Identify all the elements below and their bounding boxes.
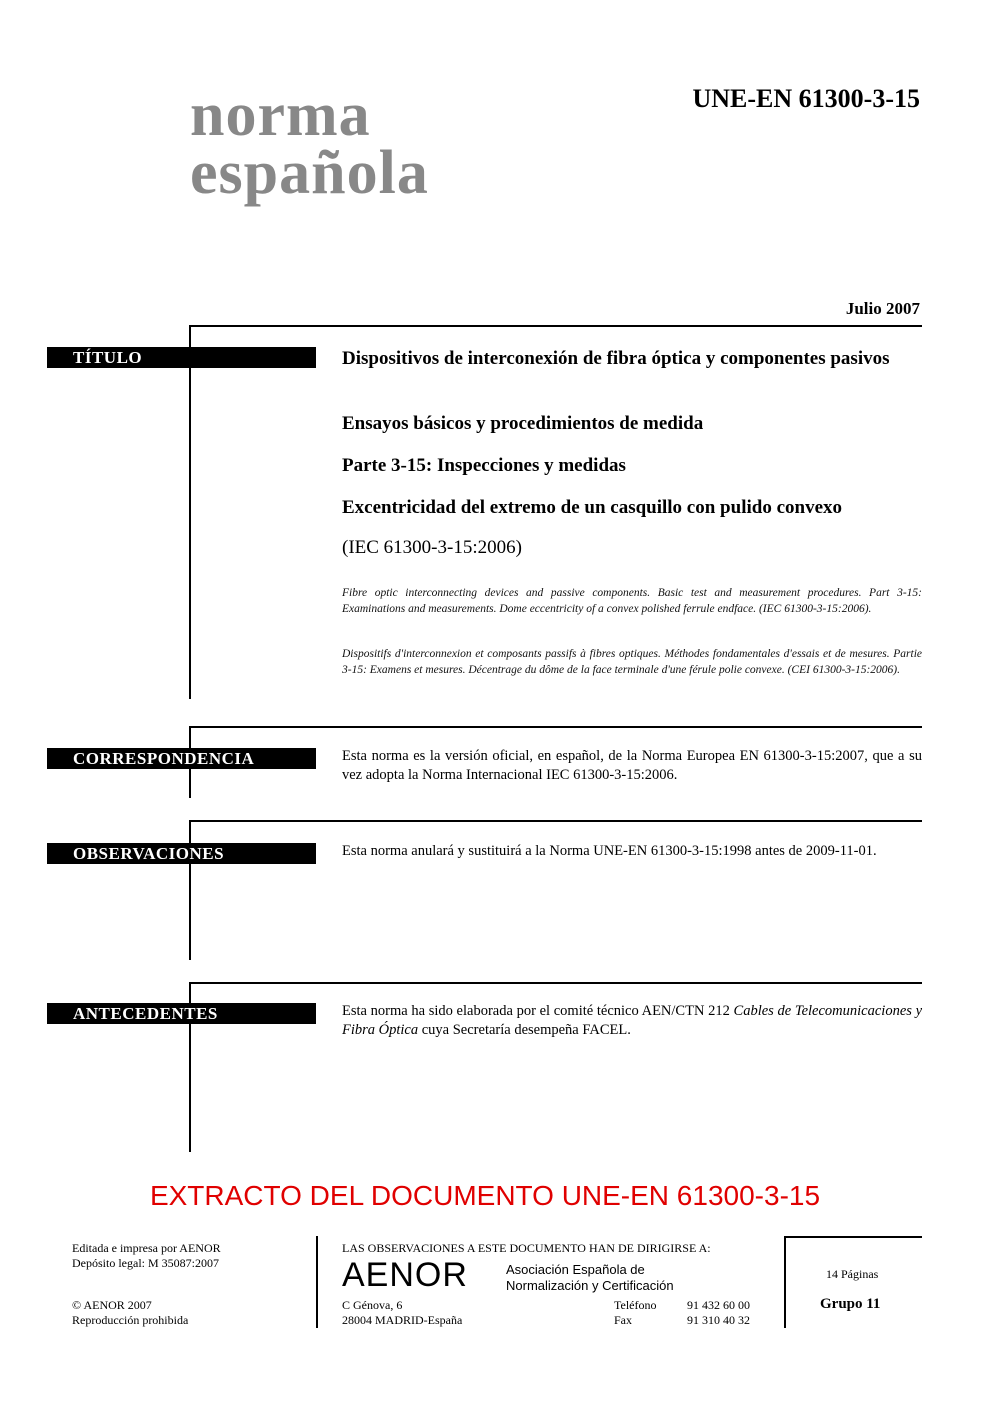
antecedentes-text [342,1002,922,1040]
aenor-logo: AENOR [342,1256,468,1294]
title-subtitle: Ensayos básicos y procedimientos de medida [342,413,704,434]
footer-edited: Editada e impresa por AENOR [72,1241,221,1255]
price-group: Grupo 11 [820,1296,881,1312]
section-rule-titulo [189,325,191,699]
antecedentes-text-start: Esta norma ha sido elaborada por el comité técnico AEN/CTN 212 [342,1003,734,1019]
section-label-observaciones: OBSERVACIONES [47,843,316,864]
section-label-titulo: TÍTULO [47,347,316,368]
footer-box-top [784,1236,922,1238]
footer-deposit: Depósito legal: M 35087:2007 [72,1256,219,1270]
footer-fax: 91 310 40 32 [687,1313,750,1327]
footer-address-line1: C Génova, 6 [342,1298,403,1312]
section-divider-titulo [189,325,922,327]
english-title: Fibre optic interconnecting devices and passive components. Basic test and measurement procedures. Part 3-15: Examinations and measurements. Dome eccentricity of a convex polished ferrule endface. (IEC 61300-3-15:2006). [342,587,922,615]
antecedentes-committee-name: Cables de Telecomunicaciones y Fibra Óptica [342,1003,923,1038]
observaciones-text: Esta norma anulará y sustituirá a la Norma UNE-EN 61300-3-15:1998 antes de 2009-11-01. [342,843,877,859]
french-title: Dispositifs d'interconnexion et composants passifs à fibres optiques. Méthodes fondamentales d'essais et de mesures. Partie 3-15: Examens et mesures. Décentrage du dôme de la face terminale d'une férule polie convexe. (CEI 61300-3-15:2006). [342,648,922,676]
footer-divider-left [316,1236,318,1328]
aenor-full-name [506,1262,674,1294]
brand-title-line1: norma [190,81,371,149]
footer-fax-label: Fax [614,1313,632,1327]
aenor-full-line1: Asociación Española de [506,1262,645,1277]
page-count: 14 Páginas [826,1267,879,1281]
aenor-full-line2: Normalización y Certificación [506,1278,674,1293]
publication-date: Julio 2007 [845,299,920,318]
footer-phone: 91 432 60 00 [687,1298,750,1312]
title-topic: Excentricidad del extremo de un casquillo con pulido convexo [342,497,843,518]
footer-reproduction: Reproducción prohibida [72,1313,189,1327]
section-rule-observaciones [189,820,191,960]
brand-title-line2: española [190,139,429,207]
title-part: Parte 3-15: Inspecciones y medidas [342,455,626,476]
footer-address-line2: 28004 MADRID-España [342,1313,463,1327]
section-label-antecedentes: ANTECEDENTES [47,1003,316,1024]
antecedentes-text-end: cuya Secretaría desempeña FACEL. [418,1022,631,1038]
section-divider-correspondencia [189,726,922,728]
section-label-correspondencia: CORRESPONDENCIA [47,748,316,769]
section-divider-observaciones [189,820,922,822]
section-divider-antecedentes [189,982,922,984]
title-main: Dispositivos de interconexión de fibra óptica y componentes pasivos [342,348,890,369]
footer-box-left [784,1236,786,1328]
footer-copyright: © AENOR 2007 [72,1298,152,1312]
standard-code: UNE-EN 61300-3-15 [692,84,920,113]
footer-phone-label: Teléfono [614,1298,657,1312]
extract-notice: EXTRACTO DEL DOCUMENTO UNE-EN 61300-3-15 [149,1180,821,1211]
footer-observations-header: LAS OBSERVACIONES A ESTE DOCUMENTO HAN DE DIRIGIRSE A: [342,1241,711,1255]
correspondencia-text: Esta norma es la versión oficial, en español, de la Norma Europea EN 61300-3-15:2007, que a su vez adopta la Norma Internacional IEC 61300-3-15:2006. [342,748,922,783]
iec-reference: (IEC 61300-3-15:2006) [342,537,522,558]
